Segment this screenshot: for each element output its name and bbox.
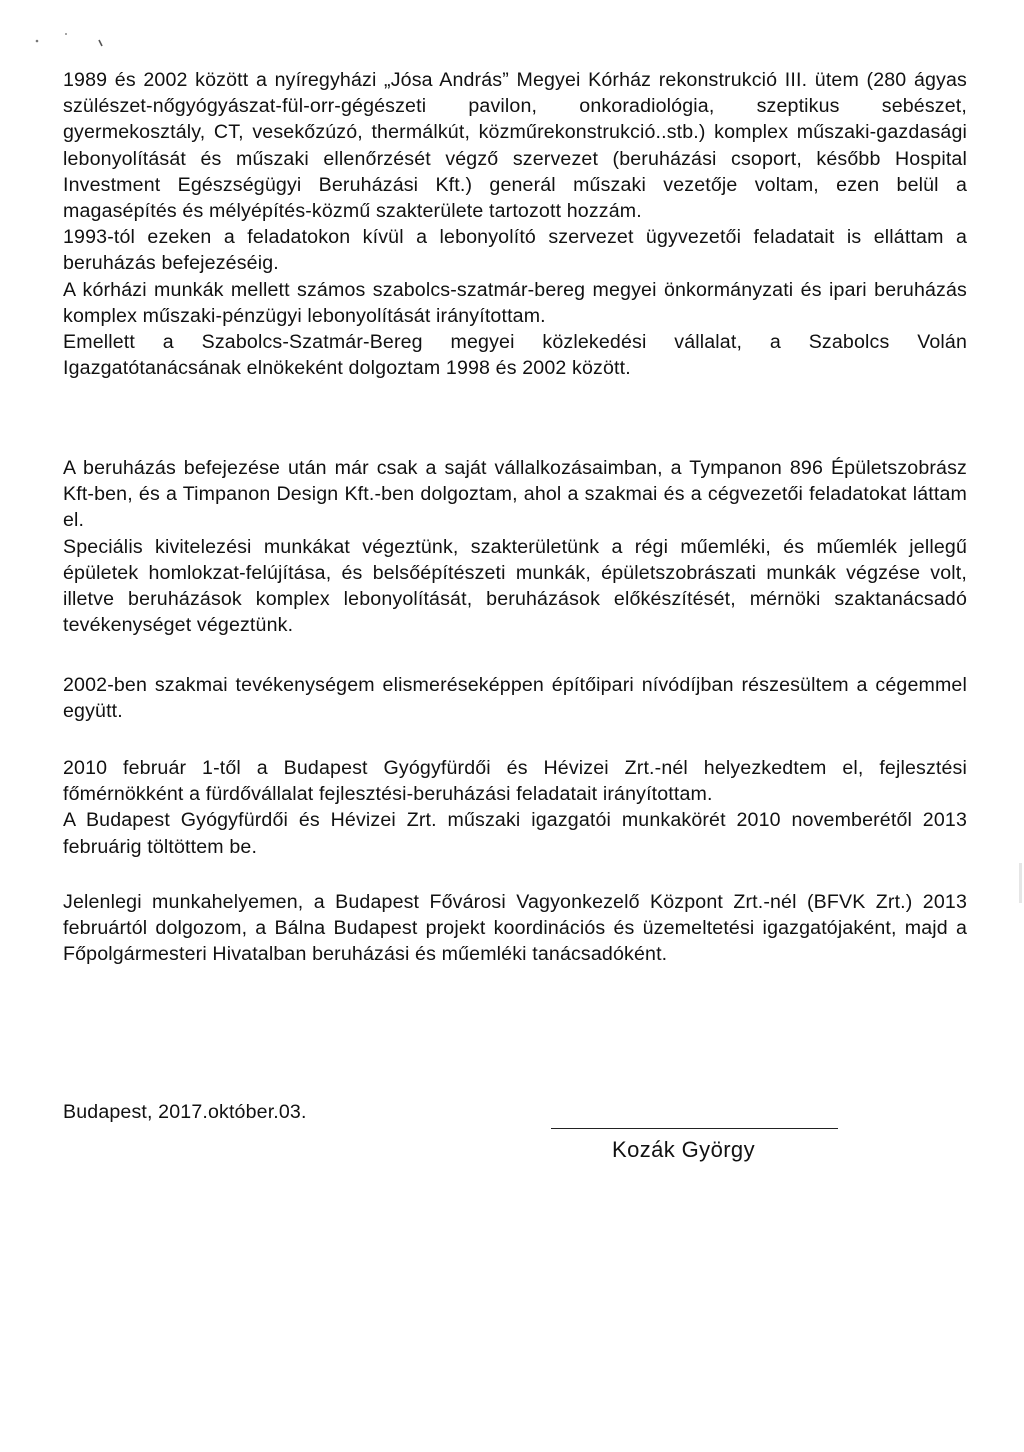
paragraph-line: A kórházi munkák mellett számos szabolcs-szatmár-bereg megyei önkormányzati és ipari beruházás komplex műszaki-pénzügyi lebonyolítását irányítottam. — [63, 278, 967, 327]
paragraph-line: A Budapest Gyógyfürdői és Hévizei Zrt. műszaki igazgatói munkakörét 2010 novemberétől 2013 februárig töltöttem be. — [63, 809, 967, 858]
signer-name: Kozák György — [612, 1137, 755, 1162]
signature-line — [551, 1128, 838, 1129]
paragraph-line: 1993-tól ezeken a feladatokon kívül a lebonyolító szervezet ügyvezetői feladatait is elláttam a beruházás befejezéséig. — [63, 226, 967, 275]
paragraph-line: Speciális kivitelezési munkákat végeztünk, szakterületünk a régi műemléki, és műemlék jellegű épületek homlokzat-felújítása, és belsőépítészeti munkák, épületszobrászati munkák végzése volt, illetve beruházások komplex lebonyolítását, beruházások előkészítését, mérnöki szaktanácsadó tevékenységet végeztünk. — [63, 535, 967, 637]
scan-specks-decoration — [0, 0, 1024, 60]
career-paragraph-hospital — [63, 67, 967, 381]
paragraph-line: Emellett a Szabolcs-Szatmár-Bereg megyei közlekedési vállalat, a Szabolcs Volán Igazgatótanácsának elnökeként dolgoztam 1998 és 2002 között. — [63, 331, 967, 380]
place-and-date: Budapest, 2017.október.03. — [63, 1101, 307, 1123]
career-paragraph-current-position — [63, 889, 967, 968]
paragraph-line: Jelenlegi munkahelyemen, a Budapest Fővárosi Vagyonkezelő Központ Zrt.-nél (BFVK Zrt.) 2013 februártól dolgozom, a Bálna Budapest projekt koordinációs és üzemeltetési igazgatójaként, majd a Főpolgármesteri Hivatalban beruházási és műemléki tanácsadóként. — [63, 891, 967, 966]
career-paragraph-award — [63, 672, 967, 724]
scan-edge-shadow-decoration — [1019, 863, 1022, 903]
career-paragraph-spa-company — [63, 755, 967, 860]
paragraph-line: 2010 február 1-től a Budapest Gyógyfürdői és Hévizei Zrt.-nél helyezkedtem el, fejlesztési főmérnökként a fürdővállalat fejlesztési-beruházási feladatait irányítottam. — [63, 757, 967, 806]
career-paragraph-own-companies — [63, 455, 967, 638]
paragraph-line: 2002-ben szakmai tevékenységem elismeréseképpen építőipari nívódíjban részesültem a cégemmel együtt. — [63, 674, 967, 723]
paragraph-line: 1989 és 2002 között a nyíregyházi „Jósa András” Megyei Kórház rekonstrukció III. ütem (280 ágyas szülészet-nőgyógyászat-fül-orr-gégészeti pavilon, onkoradiológia, szeptikus sebészet, gyermekosztály, CT, vesekőzúzó, thermálkút, közműrekonstrukció..stb.) komplex műszaki-gazdasági lebonyolítását és műszaki ellenőrzését végző szervezet (beruházási csoport, később Hospital Investment Egészségügyi Beruházási Kft.) generál műszaki vezetője voltam, ezen belül a magasépítés és mélyépítés-közmű szakterülete tartozott hozzám. — [63, 69, 967, 223]
paragraph-line: A beruházás befejezése után már csak a saját vállalkozásaimban, a Tympanon 896 Épületszobrász Kft-ben, és a Timpanon Design Kft.-ben dolgoztam, ahol a szakmai és a cégvezetői feladatokat láttam el. — [63, 457, 967, 532]
